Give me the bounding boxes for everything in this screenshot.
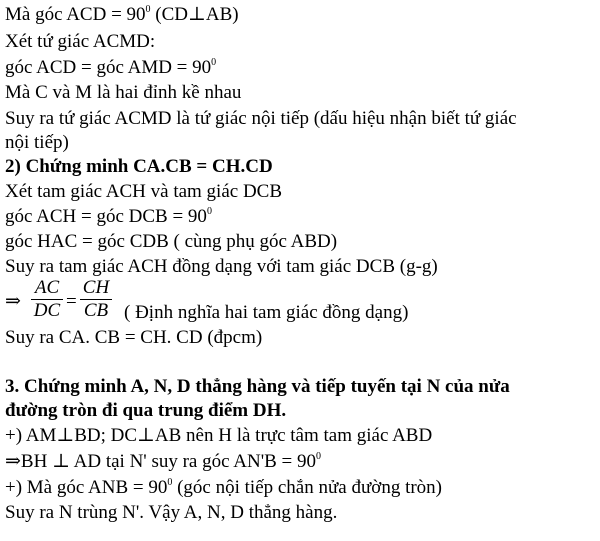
line-11: Suy ra tam giác ACH đồng dạng với tam giác DCB (g-g)	[5, 256, 438, 277]
fraction-ac-dc: AC DC	[31, 278, 63, 321]
line-13: Suy ra CA. CB = CH. CD (đpcm)	[5, 327, 263, 348]
section-3-heading: 3. Chứng minh A, N, D thẳng hàng và tiếp tuyến tại N của nửa	[5, 376, 510, 397]
line-10: góc HAC = góc CDB ( cùng phụ góc ABD)	[5, 231, 338, 252]
line-1: Mà góc ACD = $90^0$ (CD⊥AB)	[5, 4, 239, 25]
line-6: nội tiếp)	[5, 132, 69, 153]
line-18: +) Mà góc ANB = $90^0$ (góc nội tiếp chắn nửa đường tròn)	[5, 477, 442, 498]
fraction-note: ( Định nghĩa hai tam giác đồng dạng)	[124, 302, 409, 323]
line-9: góc ACH = góc DCB = $90^0$	[5, 206, 212, 227]
fraction-ch-cb: CH CB	[80, 278, 112, 321]
section-2-heading: 2) Chứng minh CA.CB = CH.CD	[5, 156, 273, 177]
line-5: Suy ra tứ giác ACMD là tứ giác nội tiếp (dấu hiệu nhận biết tứ giác	[5, 108, 517, 129]
equals-sign: =	[66, 291, 77, 312]
section-3-heading-cont: đường tròn đi qua trung điểm DH.	[5, 400, 287, 421]
line-2: Xét tứ giác ACMD:	[5, 31, 156, 52]
line-8: Xét tam giác ACH và tam giác DCB	[5, 181, 283, 202]
line-16: +) AM⊥BD; DC⊥AB nên H là trực tâm tam giác ABD	[5, 425, 433, 446]
line-4: Mà C và M là hai đỉnh kề nhau	[5, 82, 242, 103]
line-17: ⇒BH ⊥ AD tại N' suy ra góc $AN'B = 90^0$	[5, 451, 322, 472]
implies-arrow: ⇒	[5, 291, 21, 312]
line-19: Suy ra N trùng N'. Vậy A, N, D thẳng hàng.	[5, 502, 338, 523]
line-3: góc ACD = góc AMD = $90^0$	[5, 57, 217, 78]
